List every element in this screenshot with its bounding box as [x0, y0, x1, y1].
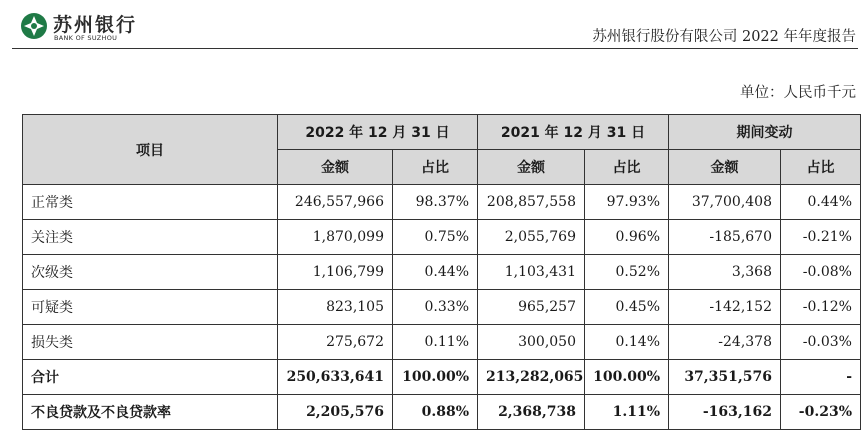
amount-cell: 2,205,576 [278, 395, 393, 430]
sub-header-amount: 金额 [669, 150, 781, 185]
amount-cell: 37,351,576 [669, 360, 781, 395]
amount-cell: 275,672 [278, 325, 393, 360]
ratio-cell: -0.23% [781, 395, 861, 430]
ratio-cell: 0.11% [393, 325, 478, 360]
group-header-2022: 2022 年 12 月 31 日 [278, 115, 478, 150]
amount-cell: 1,870,099 [278, 220, 393, 255]
row-label: 关注类 [23, 220, 278, 255]
ratio-cell: 97.93% [585, 185, 669, 220]
amount-cell: 300,050 [478, 325, 585, 360]
amount-cell: 1,103,431 [478, 255, 585, 290]
ratio-cell: 0.45% [585, 290, 669, 325]
amount-cell: 37,700,408 [669, 185, 781, 220]
amount-cell: 1,106,799 [278, 255, 393, 290]
ratio-cell: 0.44% [781, 185, 861, 220]
row-label: 正常类 [23, 185, 278, 220]
sub-header-ratio: 占比 [393, 150, 478, 185]
ratio-cell: -0.03% [781, 325, 861, 360]
header-divider [12, 48, 858, 49]
ratio-cell: 0.33% [393, 290, 478, 325]
row-label: 合计 [23, 360, 278, 395]
table-row [23, 220, 861, 255]
table-header-row-1 [23, 115, 861, 150]
amount-cell: 823,105 [278, 290, 393, 325]
unit-label: 单位：人民币千元 [740, 85, 856, 101]
ratio-cell: -0.12% [781, 290, 861, 325]
row-label: 可疑类 [23, 290, 278, 325]
ratio-cell: 100.00% [585, 360, 669, 395]
sub-header-amount: 金额 [278, 150, 393, 185]
ratio-cell: 98.37% [393, 185, 478, 220]
ratio-cell: 0.52% [585, 255, 669, 290]
ratio-cell: 1.11% [585, 395, 669, 430]
group-header-2021: 2021 年 12 月 31 日 [478, 115, 669, 150]
table-row [23, 255, 861, 290]
amount-cell: -24,378 [669, 325, 781, 360]
loan-classification-table [22, 114, 861, 430]
amount-cell: 965,257 [478, 290, 585, 325]
ratio-cell: 0.44% [393, 255, 478, 290]
bank-logo-icon [20, 12, 48, 40]
ratio-cell: 100.00% [393, 360, 478, 395]
table-row [23, 290, 861, 325]
ratio-cell: - [781, 360, 861, 395]
table-body [23, 185, 861, 430]
amount-cell: -142,152 [669, 290, 781, 325]
row-label: 不良贷款及不良贷款率 [23, 395, 278, 430]
amount-cell: 213,282,065 [478, 360, 585, 395]
amount-cell: -185,670 [669, 220, 781, 255]
amount-cell: 2,055,769 [478, 220, 585, 255]
ratio-cell: 0.14% [585, 325, 669, 360]
sub-header-ratio: 占比 [781, 150, 861, 185]
table-row [23, 395, 861, 430]
logo-chinese-name: 苏州银行 [53, 14, 138, 36]
item-header: 项目 [23, 115, 278, 185]
table-row [23, 325, 861, 360]
row-label: 次级类 [23, 255, 278, 290]
ratio-cell: 0.88% [393, 395, 478, 430]
sub-header-ratio: 占比 [585, 150, 669, 185]
page-header [0, 0, 864, 48]
row-label: 损失类 [23, 325, 278, 360]
group-header-change: 期间变动 [669, 115, 861, 150]
amount-cell: 3,368 [669, 255, 781, 290]
table-row [23, 185, 861, 220]
amount-cell: 208,857,558 [478, 185, 585, 220]
ratio-cell: -0.08% [781, 255, 861, 290]
ratio-cell: 0.96% [585, 220, 669, 255]
report-title: 苏州银行股份有限公司 2022 年年度报告 [592, 29, 856, 45]
logo-english-name: BANK OF SUZHOU [54, 34, 118, 42]
ratio-cell: 0.75% [393, 220, 478, 255]
ratio-cell: -0.21% [781, 220, 861, 255]
amount-cell: -163,162 [669, 395, 781, 430]
amount-cell: 250,633,641 [278, 360, 393, 395]
sub-header-amount: 金额 [478, 150, 585, 185]
amount-cell: 2,368,738 [478, 395, 585, 430]
table-row [23, 360, 861, 395]
amount-cell: 246,557,966 [278, 185, 393, 220]
